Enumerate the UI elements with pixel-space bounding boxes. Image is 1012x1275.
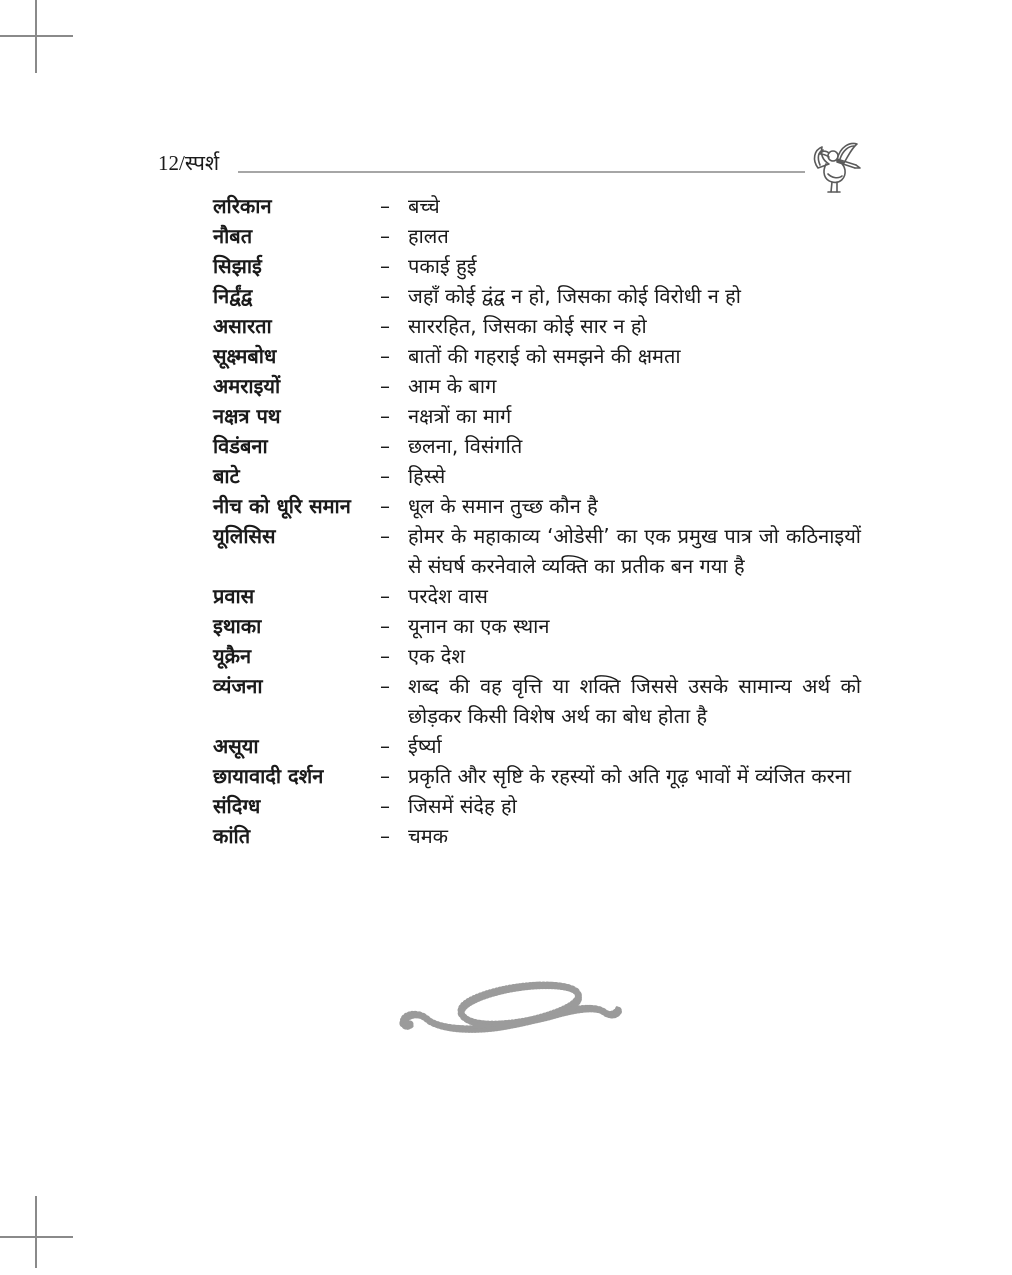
glossary-meaning: हिस्से [408, 464, 446, 488]
crop-mark-bottom-left-vertical [35, 1196, 37, 1268]
glossary-separator-dash: – [380, 224, 390, 248]
glossary-meaning: छलना, विसंगति [408, 434, 523, 458]
glossary-meaning: परदेश वास [408, 584, 488, 608]
glossary-separator-dash: – [380, 764, 390, 788]
glossary-meaning: हालत [408, 224, 449, 248]
header-rule [238, 171, 805, 173]
glossary-row [213, 731, 861, 761]
glossary-term: विडंबना [213, 434, 268, 458]
glossary-term: नौबत [213, 224, 253, 248]
glossary-row [213, 461, 861, 491]
glossary-term: बाटे [213, 464, 240, 488]
glossary-meaning: जिसमें संदेह हो [408, 794, 517, 818]
glossary-row [213, 581, 861, 611]
glossary-separator-dash: – [380, 284, 390, 308]
glossary-meaning: जहाँ कोई द्वंद्व न हो, जिसका कोई विरोधी न हो [408, 284, 741, 308]
glossary-term: सिझाई [213, 254, 262, 278]
glossary-row [213, 371, 861, 401]
glossary-row [213, 521, 861, 581]
glossary-row [213, 641, 861, 671]
glossary-row [213, 671, 861, 731]
glossary-meaning: साररहित, जिसका कोई सार न हो [408, 314, 647, 338]
glossary-separator-dash: – [380, 524, 390, 548]
glossary-row [213, 311, 861, 341]
glossary-separator-dash: – [380, 824, 390, 848]
glossary-separator-dash: – [380, 194, 390, 218]
glossary-term: नीच को धूरि समान [213, 494, 351, 518]
glossary-separator-dash: – [380, 734, 390, 758]
glossary-meaning: बातों की गहराई को समझने की क्षमता [408, 344, 681, 368]
glossary-row [213, 491, 861, 521]
glossary-term: असूया [213, 734, 259, 758]
glossary-term: यूलिसिस [213, 524, 276, 548]
glossary-row [213, 791, 861, 821]
glossary-term: छायावादी दर्शन [213, 764, 324, 788]
glossary-term: नक्षत्र पथ [213, 404, 281, 428]
glossary-meaning: धूल के समान तुच्छ कौन है [408, 494, 598, 518]
glossary-meaning: नक्षत्रों का मार्ग [408, 404, 512, 428]
glossary-list [213, 191, 861, 851]
glossary-separator-dash: – [380, 374, 390, 398]
glossary-separator-dash: – [380, 464, 390, 488]
glossary-meaning: प्रकृति और सृष्टि के रहस्यों को अति गूढ़ भावों में व्यंजित करना [408, 764, 852, 788]
glossary-separator-dash: – [380, 614, 390, 638]
glossary-row [213, 821, 861, 851]
glossary-separator-dash: – [380, 644, 390, 668]
glossary-term: असारता [213, 314, 272, 338]
glossary-row [213, 221, 861, 251]
glossary-row [213, 191, 861, 221]
glossary-term: निर्द्वंद्व [213, 284, 253, 308]
flourish-divider-ornament [398, 966, 622, 1042]
glossary-row [213, 251, 861, 281]
glossary-row [213, 611, 861, 641]
glossary-separator-dash: – [380, 254, 390, 278]
glossary-term: सूक्ष्मबोध [213, 344, 277, 368]
glossary-meaning: यूनान का एक स्थान [408, 614, 550, 638]
glossary-term: इथाका [213, 614, 262, 638]
page-header-label: 12/स्पर्श [158, 151, 220, 175]
glossary-meaning: ईर्ष्या [408, 734, 442, 758]
glossary-term: व्यंजना [213, 674, 263, 698]
glossary-meaning: आम के बाग [408, 374, 497, 398]
glossary-separator-dash: – [380, 674, 390, 698]
crop-mark-top-left-vertical [35, 0, 37, 73]
glossary-separator-dash: – [380, 344, 390, 368]
glossary-separator-dash: – [380, 494, 390, 518]
glossary-term: संदिग्ध [213, 794, 261, 818]
glossary-term: कांति [213, 824, 251, 848]
glossary-term: लरिकान [213, 194, 272, 218]
glossary-separator-dash: – [380, 584, 390, 608]
glossary-term: यूक्रैन [213, 644, 252, 668]
glossary-meaning: शब्द की वह वृत्ति या शक्ति जिससे उसके सामान्य अर्थ को छोड़कर किसी विशेष अर्थ का बोध होता है [408, 674, 861, 728]
glossary-separator-dash: – [380, 794, 390, 818]
glossary-separator-dash: – [380, 434, 390, 458]
glossary-meaning: पकाई हुई [408, 254, 477, 278]
glossary-row [213, 761, 861, 791]
glossary-row [213, 281, 861, 311]
glossary-row [213, 431, 861, 461]
glossary-term: अमराइयों [213, 374, 281, 398]
glossary-row [213, 341, 861, 371]
glossary-meaning: चमक [408, 824, 449, 848]
glossary-meaning: बच्चे [408, 194, 440, 218]
glossary-meaning: एक देश [408, 644, 465, 668]
glossary-row [213, 401, 861, 431]
glossary-term: प्रवास [213, 584, 255, 608]
glossary-separator-dash: – [380, 314, 390, 338]
glossary-meaning: होमर के महाकाव्य ‘ओडेसी’ का एक प्रमुख पात्र जो कठिनाइयों से संघर्ष करनेवाले व्यक्ति का प्रतीक बन गया है [408, 524, 861, 578]
glossary-separator-dash: – [380, 404, 390, 428]
